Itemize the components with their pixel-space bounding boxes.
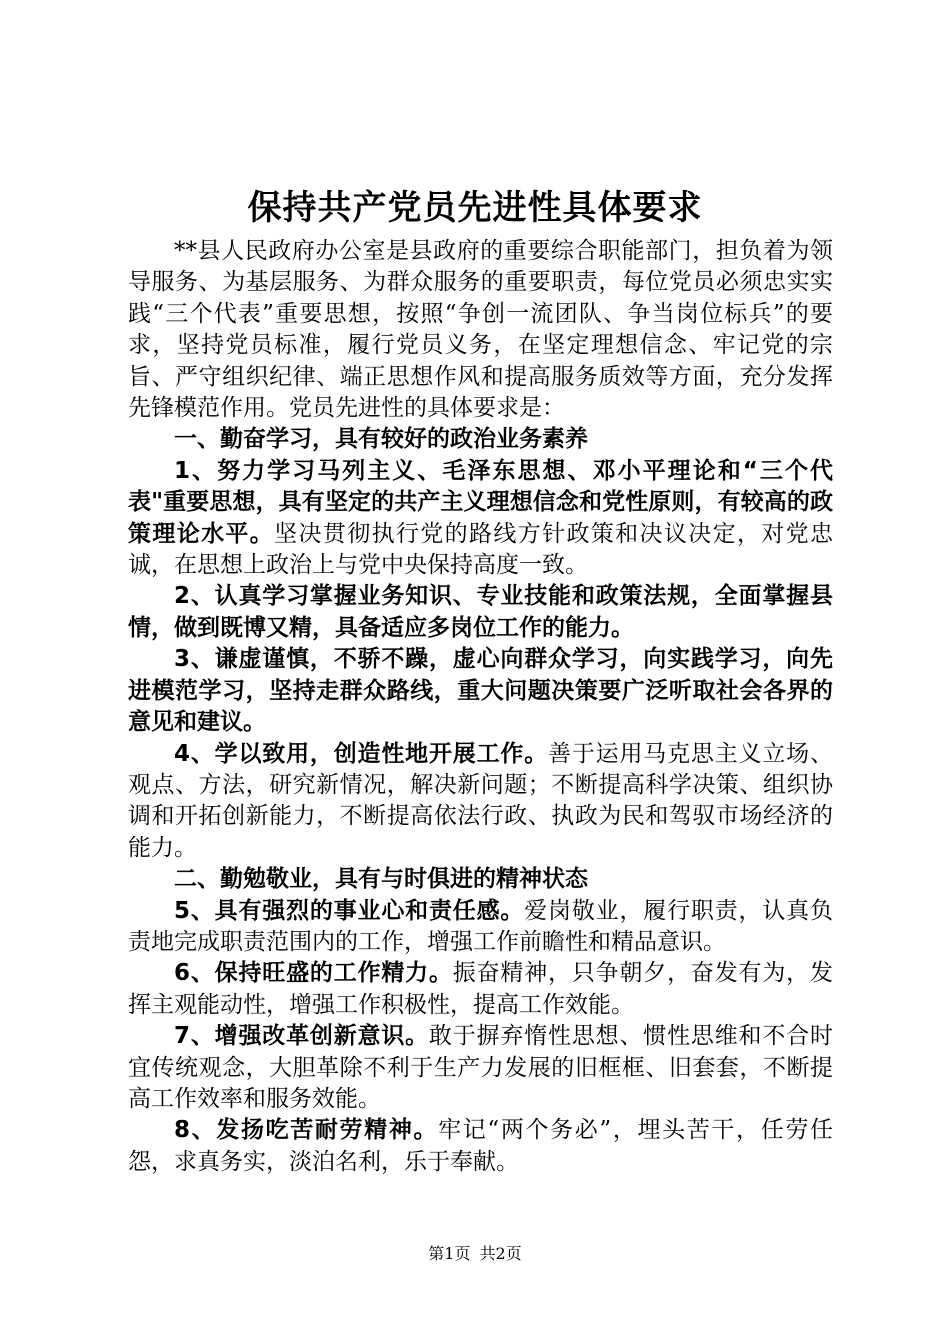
item-7-text: 敢于摒弃惰性思想、惯性思维和不合时宜传统观念，大胆革除不利于生产力发展的旧框框、旧套套，不断提高工作效率和服务效能。	[128, 1023, 833, 1112]
item-1-text: 坚决贯彻执行党的路线方针政策和决议决定，对党忠诚，在思想上政治上与党中央保持高度一致。	[128, 520, 834, 579]
item-1-lead: 1、努力学习马列主义、毛泽东思想、邓小平理论和“三个代表"重要思想，具有坚定的共产主义理想信念和党性原则，有较高的政策理论水平。	[128, 457, 833, 547]
item-5-lead: 5、具有强烈的事业心和责任感。	[174, 897, 525, 924]
item-4-lead: 4、学以致用，创造性地开展工作。	[174, 740, 549, 767]
document-title: 保持共产党员先进性具体要求	[247, 188, 703, 228]
section-heading-2: 二、勤勉敬业，具有与时俱进的精神状态	[174, 866, 588, 893]
item-3: 3、谦虚谨慎，不骄不躁，虚心向群众学习，向实践学习，向先进模范学习，坚持走群众路线，重大问题决策要广泛听取社会各界的意见和建议。	[128, 646, 833, 736]
intro-paragraph: **县人民政府办公室是县政府的重要综合职能部门，担负着为领导服务、为基层服务、为群众服务的重要职责，每位党员必须忠实实践“三个代表”重要思想，按照“争创一流团队、争当岗位标兵”的要求，坚持党员标准，履行党员义务，在坚定理想信念、牢记党的宗旨、严守组织纪律、端正思想作风和提高服务质效等方面，充分发挥先锋模范作用。党员先进性的具体要求是：	[128, 238, 833, 422]
item-1	[128, 456, 833, 582]
item-6-text: 振奋精神，只争朝夕，奋发有为，发挥主观能动性，增强工作积极性，提高工作效能。	[128, 960, 833, 1018]
section-heading-1: 一、勤奋学习，具有较好的政治业务素养	[174, 426, 588, 453]
document-body	[128, 236, 833, 1178]
item-2: 2、认真学习掌握业务知识、专业技能和政策法规，全面掌握县情，做到既博又精，具备适应多岗位工作的能力。	[128, 583, 833, 641]
page-total: 共2页	[479, 1244, 522, 1263]
page-number: 第1页	[428, 1244, 471, 1263]
page-footer	[0, 1243, 950, 1265]
item-5	[128, 896, 833, 959]
item-4-text: 善于运用马克思主义立场、观点、方法，研究新情况，解决新问题；不断提高科学决策、组织协调和开拓创新能力，不断提高依法行政、执政为民和驾驭市场经济的能力。	[128, 740, 833, 861]
item-7	[128, 1021, 833, 1115]
item-7-lead: 7、增强改革创新意识。	[174, 1023, 429, 1050]
item-8-lead: 8、发扬吃苦耐劳精神。	[174, 1117, 439, 1144]
item-8-text: 牢记“两个务必”，埋头苦干，任劳任怨，求真务实，淡泊名利，乐于奉献。	[128, 1117, 833, 1175]
item-6	[128, 958, 833, 1021]
item-8	[128, 1115, 833, 1178]
item-5-text: 爱岗敬业，履行职责，认真负责地完成职责范围内的工作，增强工作前瞻性和精品意识。	[128, 897, 833, 955]
item-6-lead: 6、保持旺盛的工作精力。	[174, 960, 453, 987]
item-4	[128, 739, 833, 865]
